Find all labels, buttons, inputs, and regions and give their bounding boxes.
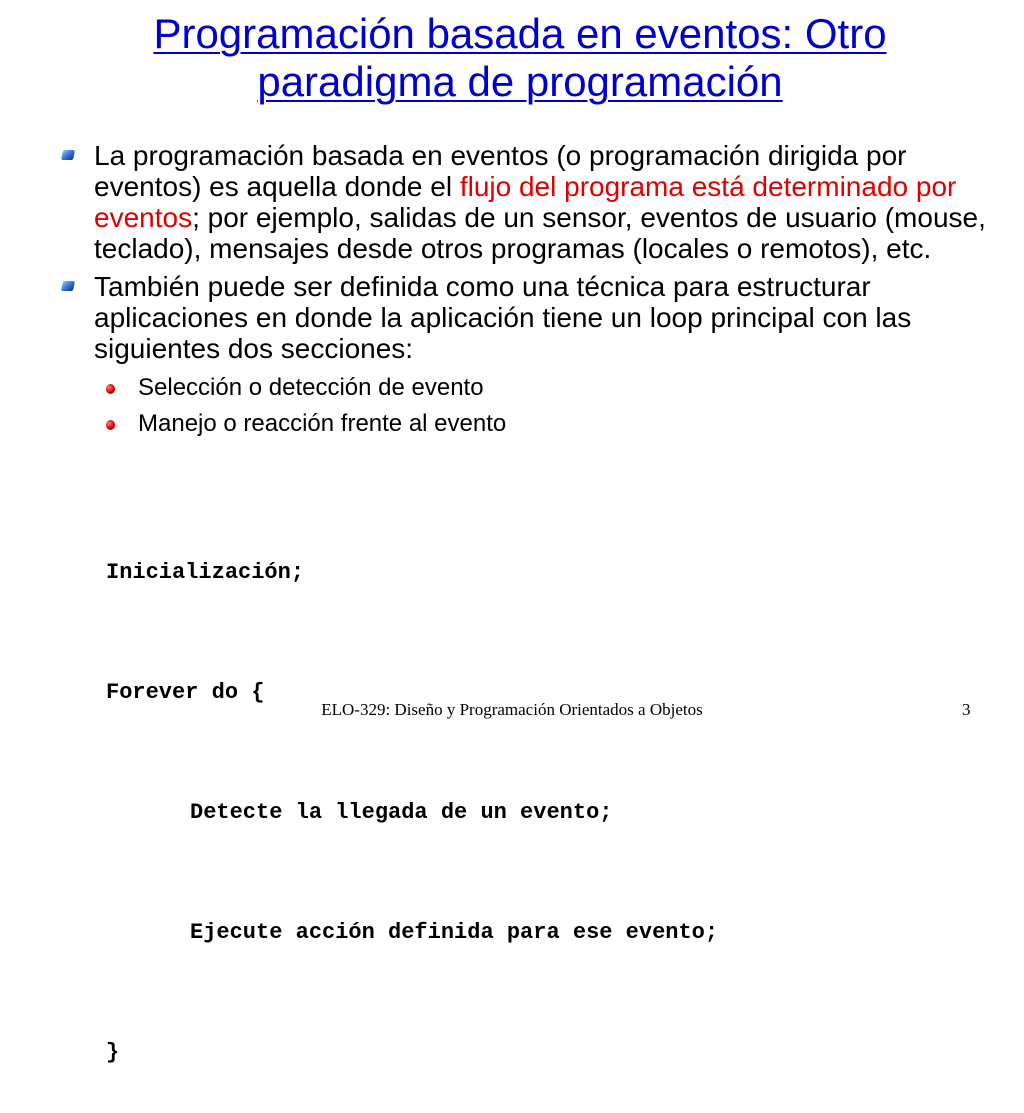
sub-bullet-2-text: Manejo o reacción frente al evento [138,410,507,437]
bullet-list [62,140,1002,443]
sub-bullet-item-2 [62,407,1002,441]
bullet-1-text-start: La programación basada en eventos (o programación dirigida por eventos) es aquella donde el [94,140,907,202]
sub-bullet-item-1 [62,371,1002,405]
pseudocode-block [106,473,718,1113]
code-line: Forever do { [106,680,265,705]
code-line: } [106,1040,120,1065]
code-line: Inicialización; [106,560,305,585]
red-bullet-icon [106,384,115,394]
sub-bullet-1-text: Selección o detección de evento [138,374,484,401]
bullet-1-text-end: ; por ejemplo, salidas de un sensor, eventos de usuario (mouse, teclado), mensajes desde otros programas (locales o remotos), etc. [94,202,986,264]
blue-bullet-icon [61,150,75,160]
bullet-1-highlight: flujo del programa está determinado por eventos [94,171,957,233]
slide-title: Programación basada en eventos: Otro paradigma de programación [153,10,887,105]
bullet-item-2 [62,271,1002,364]
red-bullet-icon [106,420,115,430]
bullet-2-text: También puede ser definida como una técnica para estructurar aplicaciones en donde la aplicación tiene un loop principal con las siguientes dos secciones: [94,271,912,364]
slide-footer: ELO-329: Diseño y Programación Orientados a Objetos [321,700,703,719]
blue-bullet-icon [61,281,75,291]
page-number: 3 [962,700,971,719]
bullet-item-1 [62,140,1002,264]
code-line: Ejecute acción definida para ese evento; [190,920,719,945]
code-line: Detecte la llegada de un evento; [190,800,613,825]
